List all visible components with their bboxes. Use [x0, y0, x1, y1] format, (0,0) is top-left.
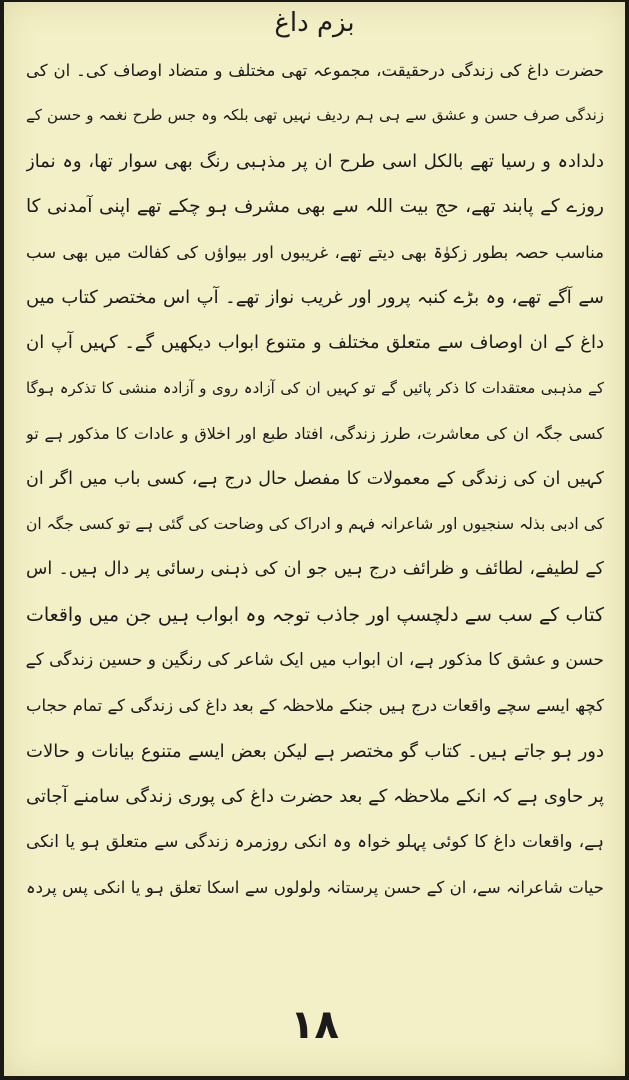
text-line: مناسب حصہ بطور زکوٰۃ بھی دیتے تھے، غریبوں اور بیواؤں کی کفالت میں بھی سب: [26, 242, 604, 262]
page-heading: بزم داغ: [274, 8, 355, 38]
text-line: پر حاوی ہے کہ انکے ملاحظہ کے بعد حضرت داغ کی پوری زندگی سامنے آجاتی: [26, 786, 604, 808]
text-line: ہے، واقعات داغ کا کوئی پہلو خواہ وہ انکی روزمرہ زندگی سے متعلق ہو یا انکی: [26, 831, 604, 852]
text-line: دور ہو جاتے ہیں۔ کتاب گو مختصر ہے لیکن بعض ایسے متنوع بیانات و حالات: [26, 740, 604, 762]
text-line: کتاب کے سب سے دلچسپ اور جاذب توجہ وہ ابواب ہیں جن میں واقعات: [26, 603, 604, 626]
text-line: دلدادہ و رسیا تھے بالکل اسی طرح ان پر مذہبی رنگ بھی سوار تھا، وہ نماز: [26, 150, 604, 172]
text-line: کچھ ایسے سچے واقعات درج ہیں جنکے ملاحظہ کے بعد داغ کی زندگی کے تمام حجاب: [26, 696, 604, 716]
text-line: کے لطیفے، لطائف و ظرائف درج ہیں جو ان کی ذہنی رسائی پر دال ہیں۔ اس: [26, 559, 604, 580]
text-line: روزے کے پابند تھے، حج بیت اللہ سے بھی مشرف ہو چکے تھے اپنی آمدنی کا: [26, 196, 604, 218]
text-line: حضرت داغ کی زندگی درحقیقت، مجموعہ تھی مختلف و متضاد اوصاف کی۔ ان کی: [26, 61, 604, 80]
text-line: کسی جگہ ان کی معاشرت، طرز زندگی، افتاد طبع اور اخلاق و عادات کا مذکور ہے تو: [26, 424, 604, 444]
text-line: داغ کے ان اوصاف سے متعلق مختلف و متنوع ابواب دیکھیں گے۔ کہیں آپ ان: [26, 332, 604, 354]
text-line: کہیں ان کی زندگی کے معمولات کا مفصل حال درج ہے، کسی باب میں اگر ان: [26, 468, 604, 489]
text-line: حیات شاعرانہ سے، ان کے حسن پرستانہ ولولوں سے اسکا تعلق ہو یا انکی پس پردہ: [26, 878, 604, 898]
page-number: ١٨: [290, 1002, 339, 1048]
text-line: حسن و عشق کا مذکور ہے، ان ابواب میں ایک شاعر کی رنگین و حسین زندگی کے: [26, 650, 604, 671]
book-page: [4, 2, 625, 1076]
text-line: کے مذہبی معتقدات کا ذکر پائیں گے تو کہیں ان کی آزادہ روی و آزادہ منشی کا تذکرہ ہوگا: [26, 378, 604, 397]
text-line: کی ادبی بذلہ سنجیوں اور شاعرانہ فہم و ادراک کی وضاحت کی گئی ہے تو کسی جگہ ان: [26, 514, 604, 533]
body-text: [26, 48, 604, 910]
text-line: زندگی صرف حسن و عشق سے ہی ہم ردیف نہیں تھی بلکہ وہ جس طرح نغمہ و حسن کے: [26, 106, 604, 125]
text-line: سے آگے تھے، وہ بڑے کنبہ پرور اور غریب نواز تھے۔ آپ اس مختصر کتاب میں: [26, 286, 604, 308]
